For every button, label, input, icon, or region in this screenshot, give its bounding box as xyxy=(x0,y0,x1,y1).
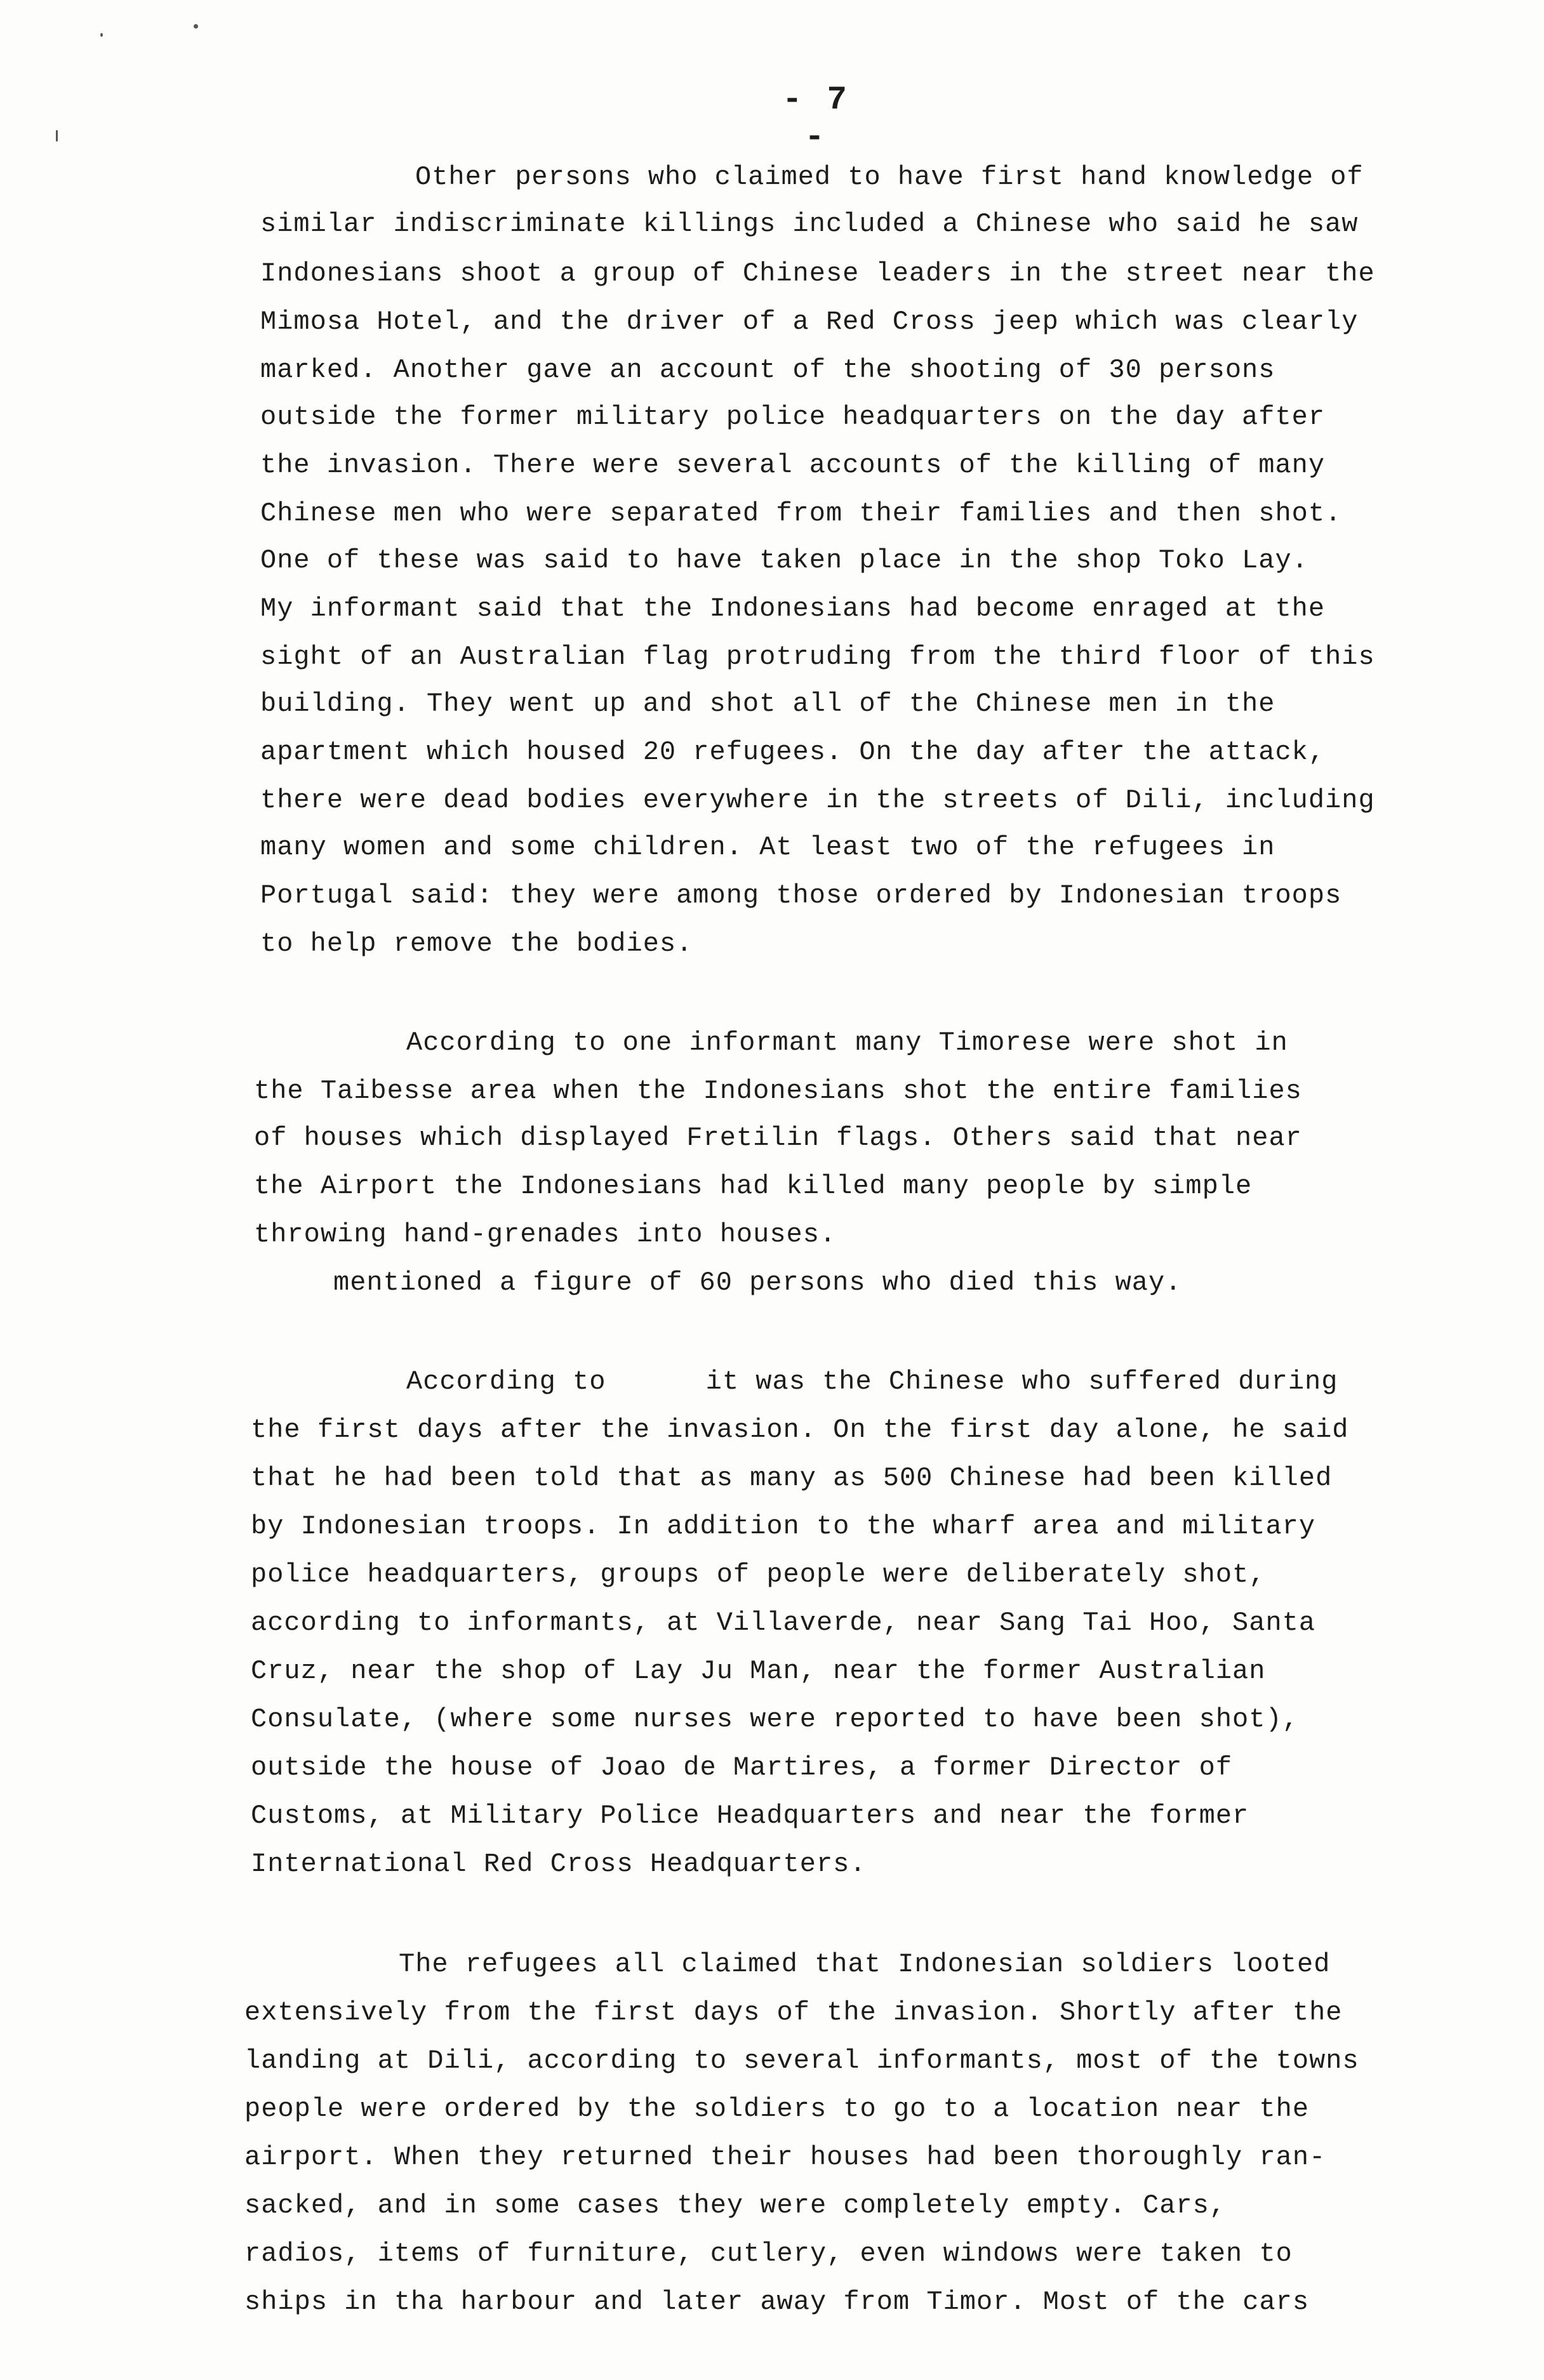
text-line: Consulate, (where some nurses were reported to have been shot), xyxy=(251,1704,1299,1735)
text-line: to help remove the bodies. xyxy=(260,929,693,959)
text-line: marked. Another gave an account of the shooting of 30 persons xyxy=(260,355,1275,385)
text-line: by Indonesian troops. In addition to the wharf area and military xyxy=(251,1511,1316,1542)
text-line: police headquarters, groups of people were deliberately shot, xyxy=(251,1559,1266,1590)
text-line: similar indiscriminate killings included a Chinese who said he saw xyxy=(260,209,1359,239)
text-line: Mimosa Hotel, and the driver of a Red Cross jeep which was clearly xyxy=(260,307,1359,337)
text-line: that he had been told that as many as 500 Chinese had been killed xyxy=(251,1463,1333,1493)
text-line: people were ordered by the soldiers to go to a location near the xyxy=(244,2094,1310,2124)
text-line: outside the former military police headquarters on the day after xyxy=(260,402,1326,432)
text-line: Other persons who claimed to have first hand knowledge of xyxy=(415,162,1364,192)
text-line: there were dead bodies everywhere in the streets of Dili, including xyxy=(260,785,1375,816)
text-line: Cruz, near the shop of Lay Ju Man, near the former Australian xyxy=(251,1656,1266,1686)
text-line: of houses which displayed Fretilin flags. Others said that near xyxy=(254,1123,1302,1153)
text-line: the invasion. There were several accounts of the killing of many xyxy=(260,450,1326,480)
text-line: airport. When they returned their houses had been thoroughly ran- xyxy=(244,2142,1326,2172)
text-line: My informant said that the Indonesians had become enraged at the xyxy=(260,593,1326,624)
text-line: According to one informant many Timorese were shot in xyxy=(406,1028,1288,1058)
text-line: many women and some children. At least two of the refugees in xyxy=(260,832,1275,863)
text-line: sight of an Australian flag protruding from the third floor of this xyxy=(260,642,1375,672)
text-line: One of these was said to have taken place in the shop Toko Lay. xyxy=(260,545,1308,576)
text-line: According to it was the Chinese who suffered during xyxy=(406,1366,1338,1397)
text-line: Chinese men who were separated from their families and then shot. xyxy=(260,498,1342,529)
scan-speck xyxy=(194,24,198,29)
text-line: Portugal said: they were among those ordered by Indonesian troops xyxy=(260,880,1342,911)
text-line: The refugees all claimed that Indonesian soldiers looted xyxy=(399,1949,1331,1980)
text-line: apartment which housed 20 refugees. On the day after the attack, xyxy=(260,737,1326,767)
page-number: - 7 - xyxy=(782,81,849,156)
text-line: the Airport the Indonesians had killed many people by simple xyxy=(254,1171,1253,1201)
text-line: according to informants, at Villaverde, near Sang Tai Hoo, Santa xyxy=(251,1608,1316,1638)
text-line: throwing hand-grenades into houses. xyxy=(254,1219,837,1250)
text-line: extensively from the first days of the invasion. Shortly after the xyxy=(244,1997,1343,2028)
text-line: the Taibesse area when the Indonesians shot the entire families xyxy=(254,1076,1302,1106)
scan-speck xyxy=(100,33,103,37)
text-line: Indonesians shoot a group of Chinese leaders in the street near the xyxy=(260,258,1375,289)
text-line: ships in tha harbour and later away from Timor. Most of the cars xyxy=(244,2287,1310,2317)
text-line: building. They went up and shot all of the Chinese men in the xyxy=(260,689,1275,719)
text-line: sacked, and in some cases they were completely empty. Cars, xyxy=(244,2190,1227,2221)
text-line: mentioned a figure of 60 persons who died this way. xyxy=(333,1267,1182,1298)
text-line: Customs, at Military Police Headquarters and near the former xyxy=(251,1801,1249,1831)
text-line: International Red Cross Headquarters. xyxy=(251,1849,867,1879)
text-line: outside the house of Joao de Martires, a former Director of xyxy=(251,1752,1233,1783)
text-line: radios, items of furniture, cutlery, even windows were taken to xyxy=(244,2238,1293,2269)
scan-speck xyxy=(56,130,58,142)
text-line: landing at Dili, according to several informants, most of the towns xyxy=(244,2046,1359,2076)
text-line: the first days after the invasion. On the first day alone, he said xyxy=(251,1415,1349,1445)
